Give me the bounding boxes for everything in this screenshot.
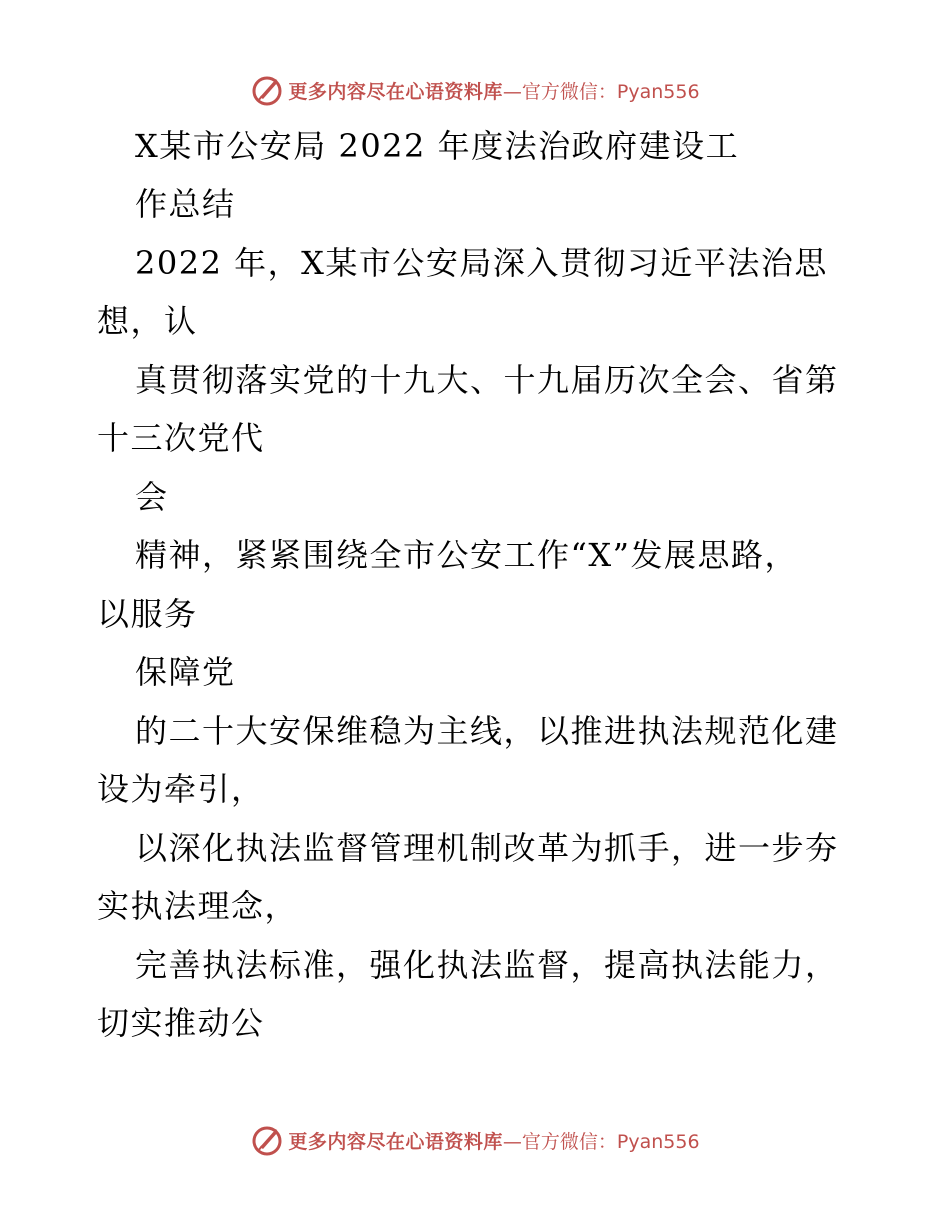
watermark-wechat: —官方微信：Pyan556: [502, 80, 700, 103]
watermark-wechat: —官方微信：Pyan556: [502, 1130, 700, 1153]
doc-line: 2022 年，X某市公安局深入贯彻习近平法治思: [135, 244, 828, 282]
doc-line: 真贯彻落实党的十九大、十九届历次全会、省第: [135, 361, 839, 399]
doc-line: 的二十大安保维稳为主线，以推进执法规范化建: [135, 712, 839, 750]
doc-line: 切实推动公: [97, 1004, 265, 1042]
doc-line: 保障党: [135, 653, 236, 691]
doc-line: 精神，紧紧围绕全市公安工作“X”发展思路，: [135, 536, 799, 574]
doc-line-title-2: 作总结: [135, 185, 236, 223]
doc-line: 以深化执法监督管理机制改革为抓手，进一步夯: [135, 829, 839, 867]
footer-watermark: [0, 1120, 950, 1160]
doc-line: 会: [135, 478, 169, 516]
watermark-brand: 更多内容尽在心语资料库: [288, 80, 503, 103]
doc-line: 实执法理念，: [97, 887, 299, 925]
quill-circle-logo-icon: [250, 1123, 284, 1157]
doc-line: 以服务: [97, 595, 198, 633]
watermark-brand: 更多内容尽在心语资料库: [288, 1130, 503, 1153]
doc-line-title-1: X某市公安局 2022 年度法治政府建设工: [135, 127, 740, 165]
doc-line: 设为牵引，: [97, 770, 265, 808]
doc-line: 想，认: [97, 302, 198, 340]
doc-line: 十三次党代: [97, 419, 265, 457]
doc-line: 完善执法标准，强化执法监督，提高执法能力，: [135, 946, 839, 984]
